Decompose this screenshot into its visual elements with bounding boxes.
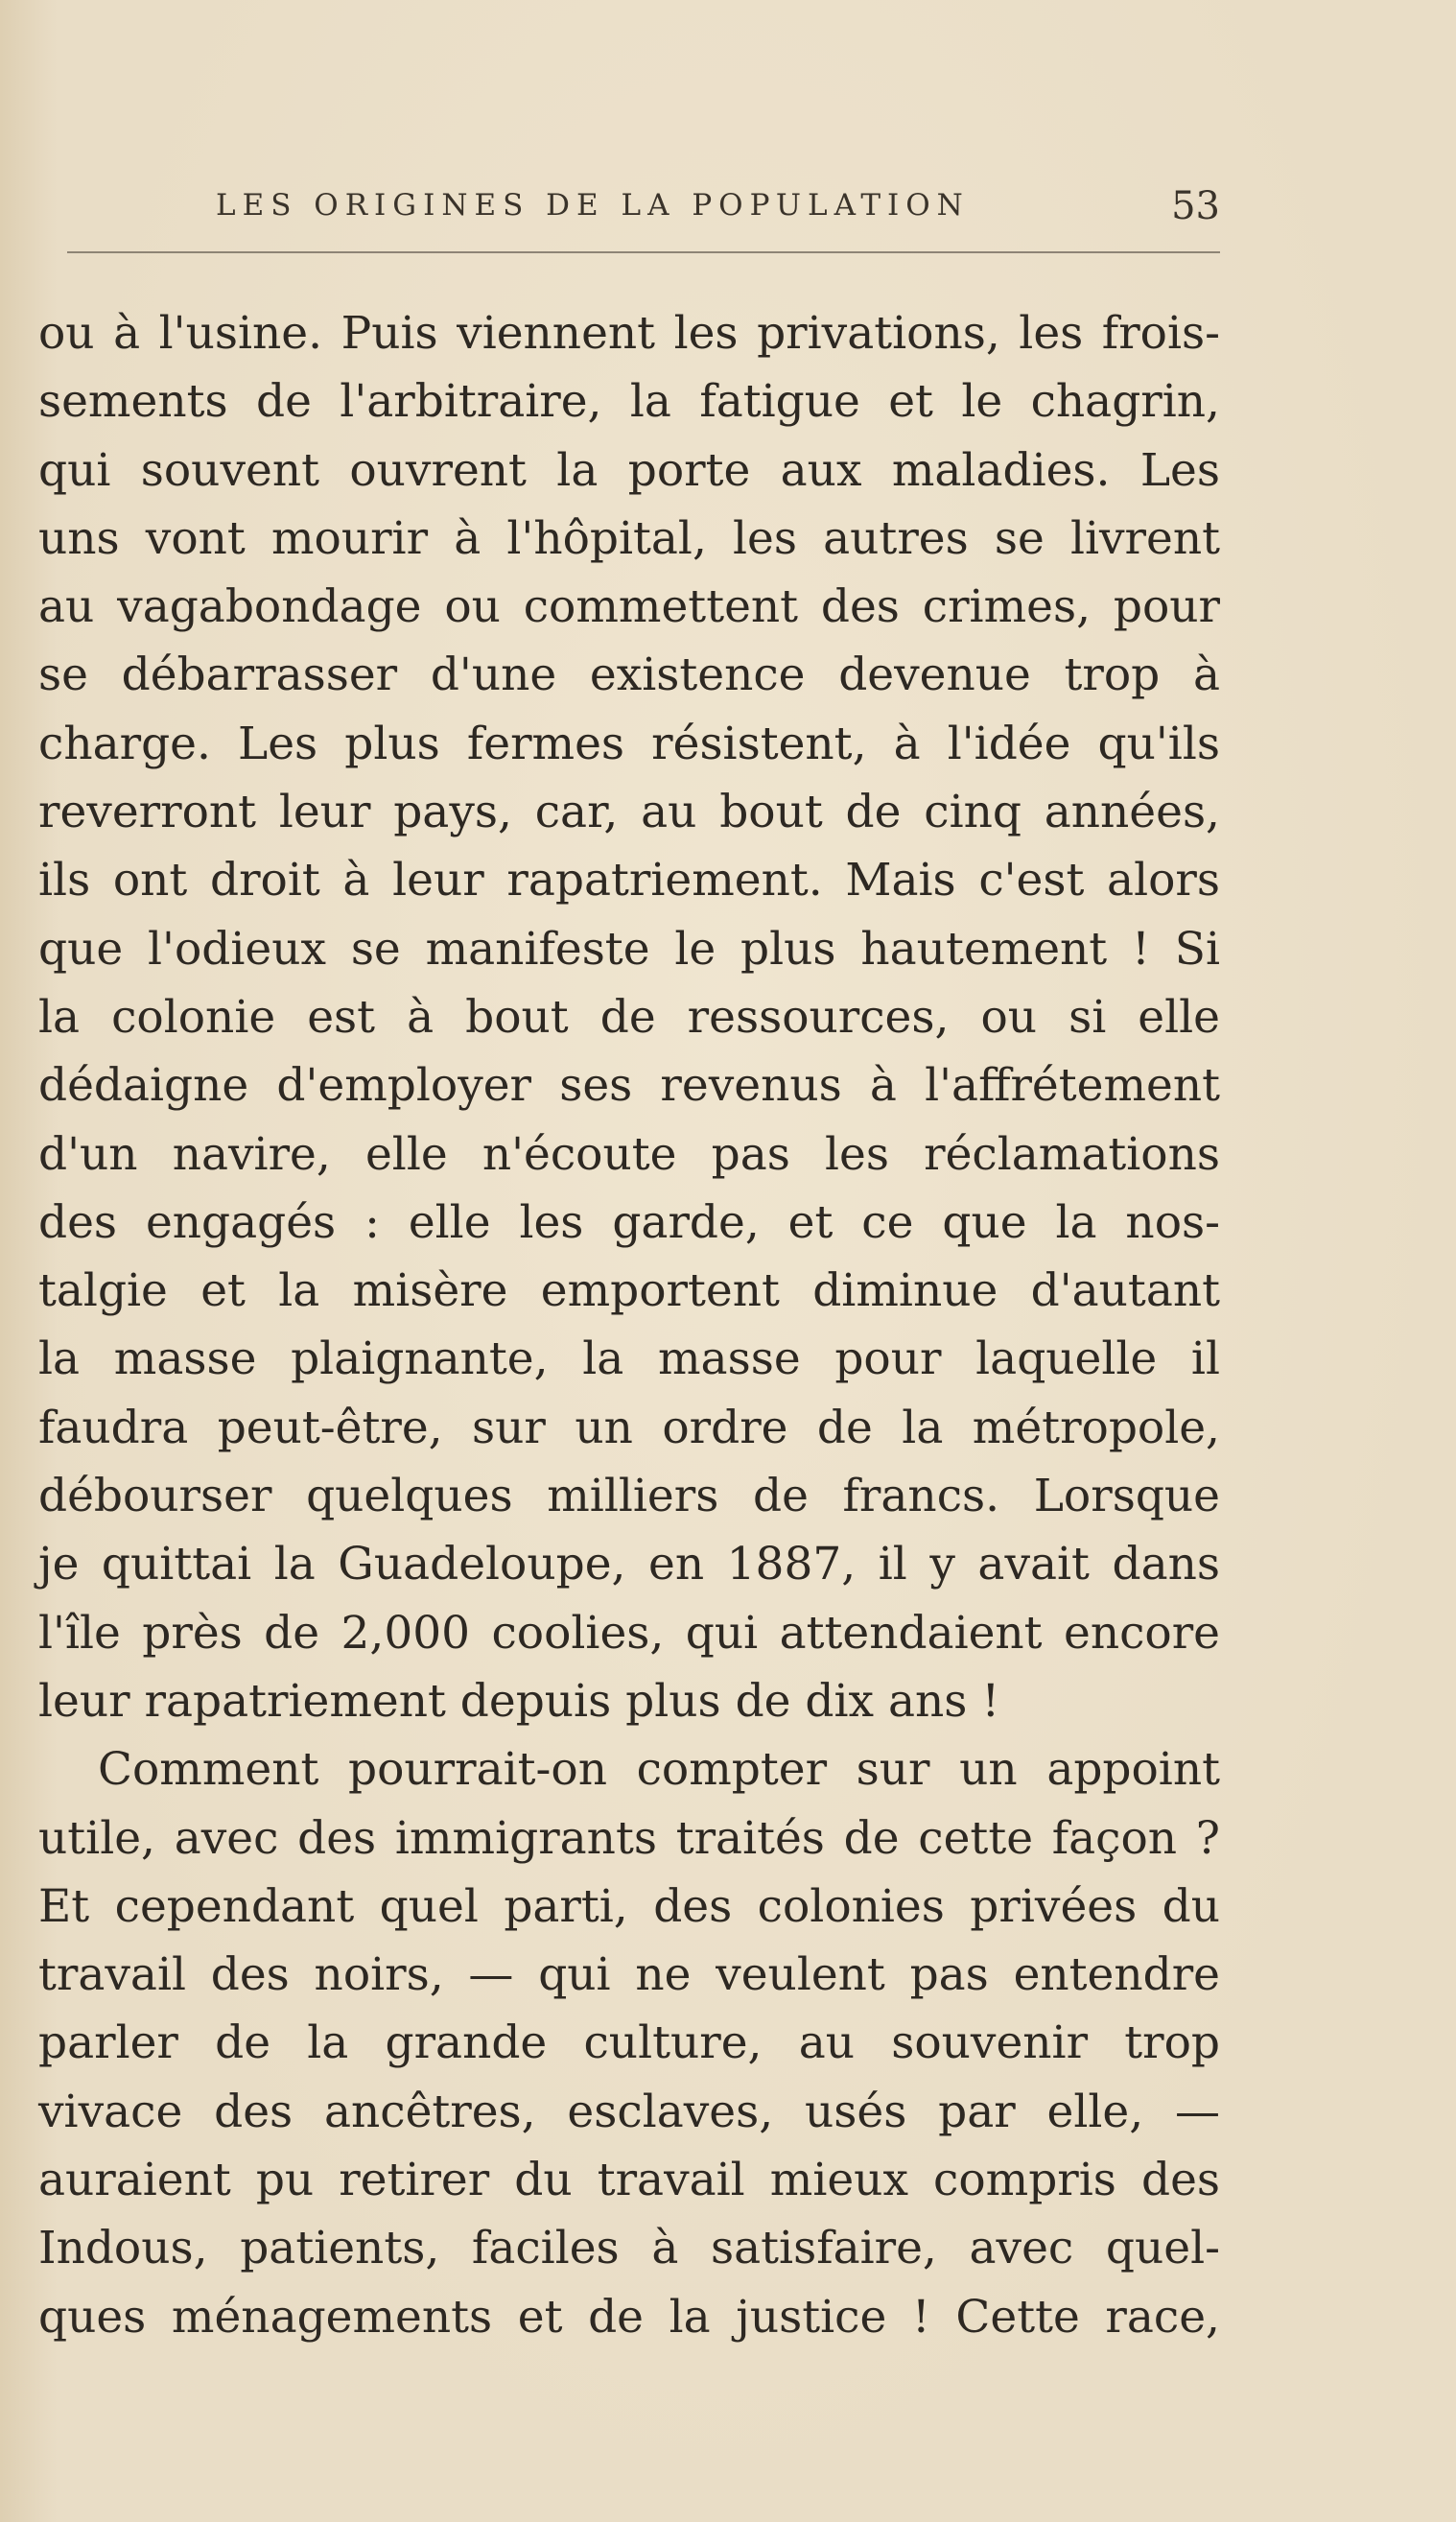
text-line: ques ménagements et de la justice ! Cette race, (38, 2290, 1220, 2344)
text-line: la colonie est à bout de ressources, ou si elle (38, 990, 1220, 1044)
running-title: LES ORIGINES DE LA POPULATION (216, 188, 970, 223)
text-line: Et cependant quel parti, des colonies privées du (38, 1879, 1220, 1933)
text-line: sements de l'arbitraire, la fatigue et le chagrin, (38, 375, 1220, 429)
text-line: vivace des ancêtres, esclaves, usés par elle, — (38, 2085, 1220, 2138)
text-line: uns vont mourir à l'hôpital, les autres se livrent (38, 511, 1220, 565)
text-line: d'un navire, elle n'écoute pas les réclamations (38, 1127, 1220, 1181)
page-number: 53 (1171, 184, 1220, 228)
text-line: ils ont droit à leur rapatriement. Mais c'est alors (38, 854, 1220, 907)
text-line: travail des noirs, — qui ne veulent pas entendre (38, 1948, 1220, 2002)
header-rule (67, 251, 1220, 253)
text-line: qui souvent ouvrent la porte aux maladies. Les (38, 443, 1220, 497)
text-line: faudra peut-être, sur un ordre de la métropole, (38, 1401, 1220, 1454)
text-line: l'île près de 2,000 coolies, qui attendaient encore (38, 1606, 1220, 1660)
paragraph-first-line: Comment pourrait-on compter sur un appoint (98, 1743, 1220, 1797)
text-line: la masse plaignante, la masse pour laquelle il (38, 1332, 1220, 1386)
paragraph-end-line: leur rapatriement depuis plus de dix ans ! (38, 1674, 1000, 1728)
text-line: des engagés : elle les garde, et ce que la nos- (38, 1195, 1220, 1249)
text-line: ou à l'usine. Puis viennent les privations, les frois- (38, 307, 1220, 360)
text-line: se débarrasser d'une existence devenue trop à (38, 648, 1220, 702)
text-line: talgie et la misère emportent diminue d'autant (38, 1264, 1220, 1318)
text-line: auraient pu retirer du travail mieux compris des (38, 2154, 1220, 2207)
body-text (38, 299, 1220, 2351)
text-line: Indous, patients, faciles à satisfaire, avec quel- (38, 2222, 1220, 2275)
text-line: débourser quelques milliers de francs. Lorsque (38, 1470, 1220, 1523)
running-head (216, 184, 1220, 236)
text-line: je quittai la Guadeloupe, en 1887, il y avait dans (38, 1538, 1220, 1591)
text-line: utile, avec des immigrants traités de cette façon ? (38, 1811, 1220, 1865)
text-line: reverront leur pays, car, au bout de cinq années, (38, 786, 1220, 839)
text-line: que l'odieux se manifeste le plus hautement ! Si (38, 922, 1220, 976)
text-line: parler de la grande culture, au souvenir trop (38, 2016, 1220, 2070)
text-line: dédaigne d'employer ses revenus à l'affrétement (38, 1059, 1220, 1113)
text-line: au vagabondage ou commettent des crimes, pour (38, 580, 1220, 634)
text-line: charge. Les plus fermes résistent, à l'idée qu'ils (38, 717, 1220, 770)
